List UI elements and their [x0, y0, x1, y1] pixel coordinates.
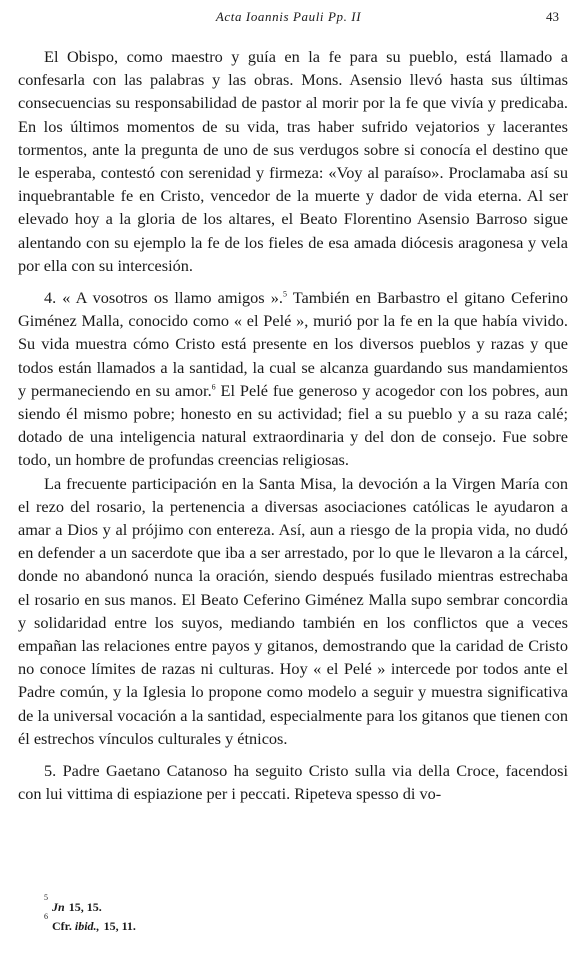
footnote-6 [44, 912, 544, 936]
footnote-mark: 5 [44, 893, 48, 902]
footnote-ref-6[interactable]: 6 [211, 382, 216, 392]
footnote-mark: 6 [44, 912, 48, 921]
running-title: Acta Ioannis Pauli Pp. II [215, 9, 362, 24]
footnote-cfr: Cfr. [52, 919, 72, 933]
page-number: 43 [546, 9, 559, 24]
paragraph-obispo: El Obispo, como maestro y guía en la fe para su pueblo, está llamado a confesarla con las palabras y las obras. Mons. Asensio llevó hasta sus últimas consecuencias su responsabilidad de pastor al morir por la fe que vivía y predicaba. En los últimos momentos de su vida, tras haber sufrido vejatorios y lacerantes tormentos, ante la pregunta de uno de sus verdugos sobre si conocía el destino que le esperaba, contestó con serenidad y firmeza: «Voy al paraíso». Proclamaba así su inquebrantable fe en Cristo, vencedor de la muerte y dador de vida eterna. Al ser elevado hoy a la gloria de los altares, el Beato Florentino Asensio Barroso sigue alentando con su ejemplo la fe de los fieles de esa amada diócesis aragonesa y vela por ella con su intercesión. [18, 47, 568, 275]
footnote-ref-5[interactable]: 5 [282, 289, 287, 299]
paragraph-section-5: 5. Padre Gaetano Catanoso ha seguito Cristo sulla via della Croce, facendosi con lui vittima di espiazione per i peccati. Ripeteva spesso di vo- [18, 761, 568, 804]
page-header [18, 9, 559, 29]
paragraph-frecuente: La frecuente participación en la Santa Misa, la devoción a la Virgen María con el rezo del rosario, la pertenencia a diversas asociaciones católicas le ayudaron a amar a Dios y al prójimo con entereza. Así, aun a riesgo de la propia vida, no dudó en defender a un sacerdote que iba a ser arrestado, por lo que le llevaron a la cárcel, donde no abandonó nunca la oración, siendo después fusilado mientras estrechaba el rosario en sus manos. El Beato Ceferino Giménez Malla supo sembrar concordia y solidaridad entre los suyos, mediando también en los conflictos que a veces empañan las relaciones entre payos y gitanos, demostrando que la caridad de Cristo no conoce límites de razas ni culturas. Hoy « el Pelé » intercede por todos ante el Padre común, y la Iglesia lo propone como modelo a seguir y muestra significativa de la universal vocación a la santidad, especialmente para los gitanos que tienen con él estrechos vínculos culturales y étnicos. [18, 473, 568, 748]
footnote-ibid: ibid., [74, 919, 100, 933]
footnote-citation: 15, 11. [103, 919, 136, 933]
footnote-5 [44, 893, 544, 917]
body-text [18, 45, 568, 806]
footnote-citation: 15, 15. [68, 900, 102, 914]
footnote-book: Jn [52, 900, 65, 914]
paragraph-section-4: 4. « A vosotros os llamo amigos ».$^5$ También en Barbastro el gitano Ceferino Giménez Malla, conocido como « el Pelé », murió por la fe en la que había vivido. Su vida muestra cómo Cristo está presente en los diversos pueblos y razas y que todos están llamados a la santidad, la cual se alcanza guardando sus mandamientos y permaneciendo en su amor.$^6$ El Pelé fue generoso y acogedor con los pobres, aun siendo él mismo pobre; honesto en su actividad; fiel a su pueblo y a su raza calé; dotado de una inteligencia natural extraordinaria y del don de consejo. Fue sobre todo, un hombre de profundas creencias religiosas. [18, 288, 568, 470]
footnotes [44, 893, 544, 936]
